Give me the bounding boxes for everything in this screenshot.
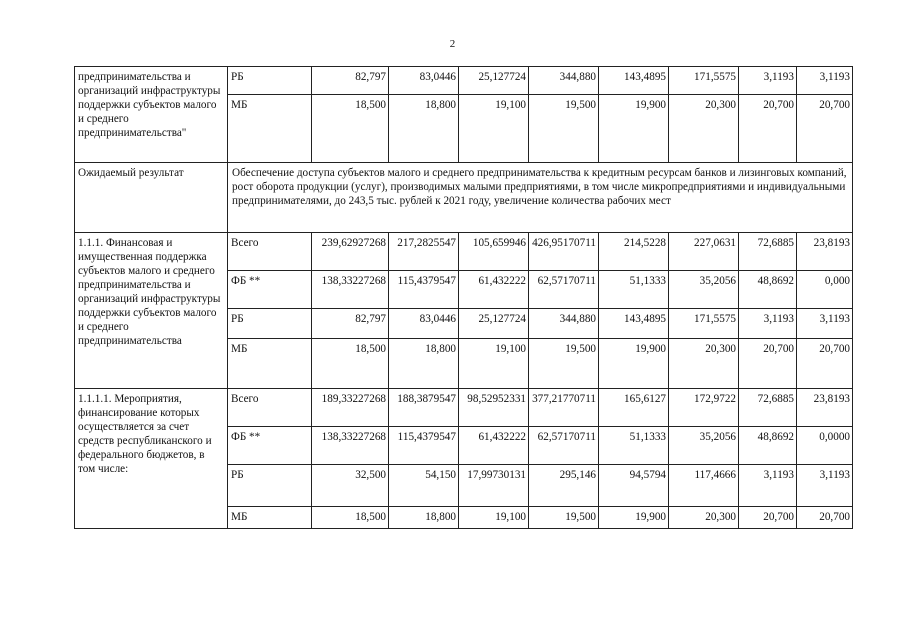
amount-cell: 20,700 xyxy=(739,339,797,389)
amount-cell: 295,146 xyxy=(529,465,599,507)
funding-source: Всего xyxy=(228,389,312,427)
amount-cell: 25,127724 xyxy=(459,309,529,339)
amount-cell: 138,33227268 xyxy=(312,271,389,309)
amount-cell: 19,500 xyxy=(529,95,599,163)
table-row xyxy=(75,233,853,271)
amount-cell: 19,900 xyxy=(599,339,669,389)
amount-cell: 20,300 xyxy=(669,507,739,529)
amount-cell: 25,127724 xyxy=(459,67,529,95)
amount-cell: 143,4895 xyxy=(599,67,669,95)
amount-cell: 171,5575 xyxy=(669,309,739,339)
funding-source: РБ xyxy=(228,465,312,507)
amount-cell: 19,500 xyxy=(529,339,599,389)
amount-cell: 18,500 xyxy=(312,95,389,163)
amount-cell: 3,1193 xyxy=(797,465,853,507)
amount-cell: 18,500 xyxy=(312,339,389,389)
amount-cell: 3,1193 xyxy=(739,67,797,95)
amount-cell: 117,4666 xyxy=(669,465,739,507)
table-row xyxy=(75,389,853,427)
amount-cell: 3,1193 xyxy=(739,465,797,507)
amount-cell: 426,95170711 xyxy=(529,233,599,271)
amount-cell: 3,1193 xyxy=(797,309,853,339)
funding-source: ФБ ** xyxy=(228,271,312,309)
amount-cell: 23,8193 xyxy=(797,389,853,427)
row-group-label: 1.1.1. Финансовая и имущественная поддержка субъектов малого и среднего предпринимательства и организаций инфраструктуры поддержки субъектов малого и среднего предпринимательства xyxy=(75,233,228,389)
amount-cell: 17,99730131 xyxy=(459,465,529,507)
amount-cell: 20,700 xyxy=(797,95,853,163)
amount-cell: 82,797 xyxy=(312,67,389,95)
amount-cell: 115,4379547 xyxy=(389,271,459,309)
amount-cell: 83,0446 xyxy=(389,309,459,339)
amount-cell: 19,900 xyxy=(599,507,669,529)
amount-cell: 20,300 xyxy=(669,95,739,163)
amount-cell: 72,6885 xyxy=(739,389,797,427)
amount-cell: 72,6885 xyxy=(739,233,797,271)
amount-cell: 19,100 xyxy=(459,507,529,529)
amount-cell: 48,8692 xyxy=(739,427,797,465)
amount-cell: 3,1193 xyxy=(797,67,853,95)
amount-cell: 18,500 xyxy=(312,507,389,529)
amount-cell: 61,432222 xyxy=(459,427,529,465)
amount-cell: 105,659946 xyxy=(459,233,529,271)
amount-cell: 20,700 xyxy=(797,507,853,529)
funding-source: МБ xyxy=(228,95,312,163)
amount-cell: 20,300 xyxy=(669,339,739,389)
row-group-label: 1.1.1.1. Мероприятия, финансирование которых осуществляется за счет средств республиканского и федерального бюджетов, в том числе: xyxy=(75,389,228,529)
amount-cell: 32,500 xyxy=(312,465,389,507)
amount-cell: 0,000 xyxy=(797,271,853,309)
amount-cell: 138,33227268 xyxy=(312,427,389,465)
amount-cell: 62,57170711 xyxy=(529,427,599,465)
funding-source: РБ xyxy=(228,67,312,95)
amount-cell: 239,62927268 xyxy=(312,233,389,271)
amount-cell: 61,432222 xyxy=(459,271,529,309)
amount-cell: 227,0631 xyxy=(669,233,739,271)
amount-cell: 51,1333 xyxy=(599,427,669,465)
amount-cell: 188,3879547 xyxy=(389,389,459,427)
funding-source: ФБ ** xyxy=(228,427,312,465)
amount-cell: 165,6127 xyxy=(599,389,669,427)
amount-cell: 51,1333 xyxy=(599,271,669,309)
amount-cell: 23,8193 xyxy=(797,233,853,271)
amount-cell: 94,5794 xyxy=(599,465,669,507)
funding-source: Всего xyxy=(228,233,312,271)
amount-cell: 18,800 xyxy=(389,339,459,389)
funding-source: РБ xyxy=(228,309,312,339)
amount-cell: 54,150 xyxy=(389,465,459,507)
amount-cell: 62,57170711 xyxy=(529,271,599,309)
amount-cell: 3,1193 xyxy=(739,309,797,339)
expected-result-label: Ожидаемый результат xyxy=(75,163,228,233)
amount-cell: 35,2056 xyxy=(669,271,739,309)
amount-cell: 344,880 xyxy=(529,67,599,95)
amount-cell: 83,0446 xyxy=(389,67,459,95)
funding-source: МБ xyxy=(228,339,312,389)
amount-cell: 189,33227268 xyxy=(312,389,389,427)
amount-cell: 98,52952331 xyxy=(459,389,529,427)
amount-cell: 20,700 xyxy=(739,95,797,163)
amount-cell: 82,797 xyxy=(312,309,389,339)
amount-cell: 19,100 xyxy=(459,339,529,389)
amount-cell: 172,9722 xyxy=(669,389,739,427)
amount-cell: 344,880 xyxy=(529,309,599,339)
amount-cell: 20,700 xyxy=(797,339,853,389)
table-row xyxy=(75,163,853,233)
amount-cell: 214,5228 xyxy=(599,233,669,271)
amount-cell: 19,100 xyxy=(459,95,529,163)
amount-cell: 18,800 xyxy=(389,95,459,163)
page-number: 2 xyxy=(449,38,456,50)
amount-cell: 35,2056 xyxy=(669,427,739,465)
amount-cell: 115,4379547 xyxy=(389,427,459,465)
amount-cell: 48,8692 xyxy=(739,271,797,309)
amount-cell: 19,900 xyxy=(599,95,669,163)
amount-cell: 18,800 xyxy=(389,507,459,529)
table-row xyxy=(75,67,853,95)
amount-cell: 143,4895 xyxy=(599,309,669,339)
row-group-label: предпринимательства и организаций инфраструктуры поддержки субъектов малого и среднего предпринимательства" xyxy=(75,67,228,163)
budget-table xyxy=(74,66,853,529)
amount-cell: 19,500 xyxy=(529,507,599,529)
amount-cell: 217,2825547 xyxy=(389,233,459,271)
amount-cell: 377,21770711 xyxy=(529,389,599,427)
funding-source: МБ xyxy=(228,507,312,529)
amount-cell: 171,5575 xyxy=(669,67,739,95)
expected-result-text: Обеспечение доступа субъектов малого и среднего предпринимательства к кредитным ресурсам банков и лизинговых компаний, рост оборота продукции (услуг), производимых малыми предприятиями, в том числе микропредприятиями и индивидуальными предпринимателями, до 243,5 тыс. рублей к 2021 году, увеличение количества рабочих мест xyxy=(228,163,853,233)
amount-cell: 20,700 xyxy=(739,507,797,529)
amount-cell: 0,0000 xyxy=(797,427,853,465)
